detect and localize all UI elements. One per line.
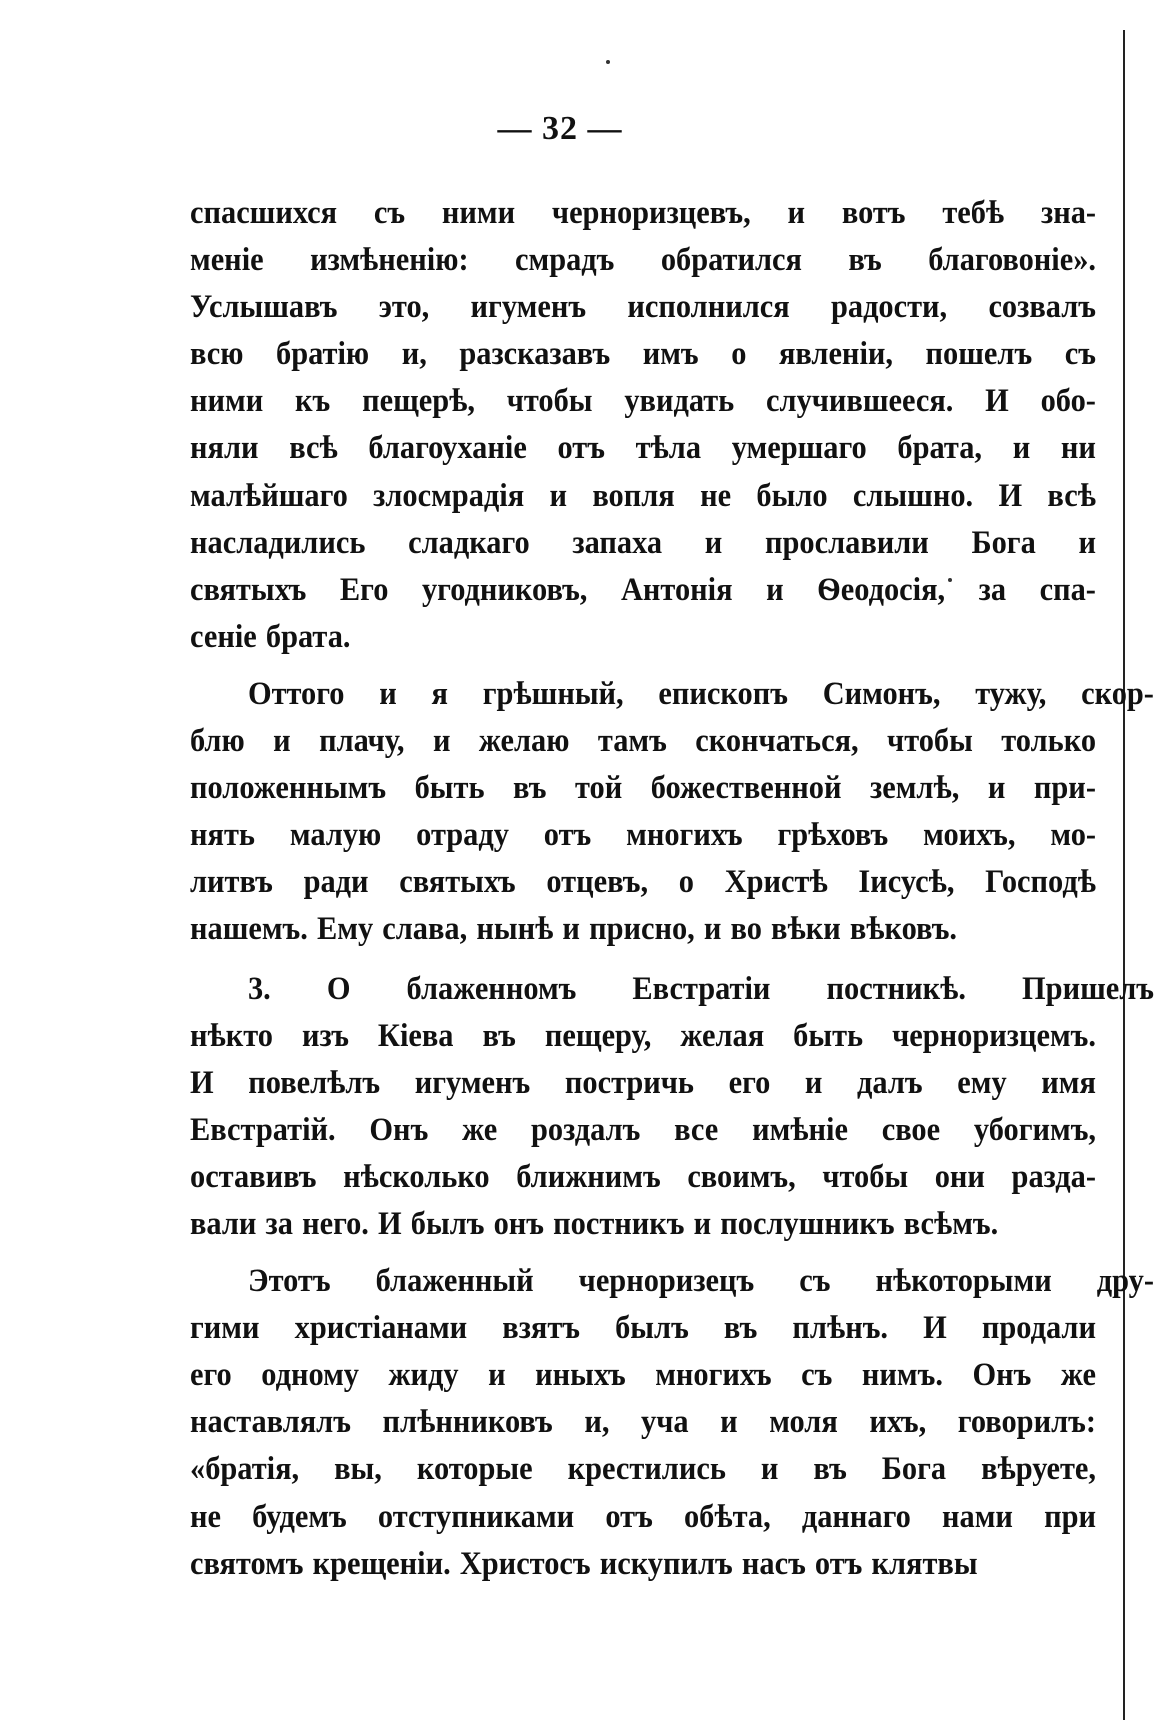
text-line: гими христіанами взятъ былъ въ плѣнъ. И продали [190, 1310, 1097, 1347]
page-number: — 32 — [497, 110, 623, 147]
text-line: меніе измѣненію: смрадъ обратился въ благовоніе». [190, 242, 1097, 279]
text-line: сеніе брата. [190, 618, 351, 655]
text-line: спасшихся съ ними черноризцевъ, и вотъ тебѣ зна- [190, 195, 1097, 231]
text-line: оставивъ нѣсколько ближнимъ своимъ, чтобы они разда- [190, 1158, 1096, 1195]
paragraph-gap [190, 954, 1096, 966]
text-line: И повелѣлъ игуменъ постричь его и далъ ему имя [190, 1064, 1096, 1101]
text-line: святомъ крещеніи. Христосъ искупилъ насъ отъ клятвы [190, 1545, 978, 1582]
text-line: «братія, вы, которые крестились и въ Бога вѣруете, [190, 1451, 1097, 1488]
text-line: наставлялъ плѣнниковъ и, уча и моля ихъ, говорилъ: [190, 1404, 1096, 1441]
page-edge-rule [1123, 30, 1125, 1720]
paragraph-gap [190, 661, 1096, 671]
text-line: малѣйшаго злосмрадія и вопля не было слышно. И всѣ [190, 477, 1096, 514]
body-text [190, 190, 1154, 1588]
text-line: 3. О блаженномъ Евстратіи постникѣ. Пришелъ [247, 970, 1154, 1007]
text-line: блю и плачу, и желаю тамъ скончаться, чтобы только [190, 723, 1097, 760]
text-line: насладились сладкаго запаха и прославили Бога и [190, 524, 1096, 561]
text-line: всю братію и, разсказавъ имъ о явленіи, пошелъ съ [190, 336, 1096, 373]
text-line: не будемъ отступниками отъ обѣта, даннаго нами при [190, 1498, 1097, 1535]
text-line: Оттого и я грѣшный, епископъ Симонъ, тужу, скор- [247, 675, 1154, 712]
text-line: вали за него. И былъ онъ постникъ и послушникъ всѣмъ. [190, 1205, 999, 1242]
text-line: литвъ ради святыхъ отцевъ, о Христѣ Іисусѣ, Господѣ [190, 864, 1096, 901]
text-line: нѣкто изъ Кіева въ пещеру, желая быть черноризцемъ. [190, 1017, 1096, 1054]
paragraph-gap [190, 1248, 1096, 1258]
speck [606, 60, 610, 64]
text-line: Этотъ блаженный черноризецъ съ нѣкоторыми дру- [247, 1263, 1154, 1300]
text-line: святыхъ Его угодниковъ, Антонія и Ѳеодосія, за спа- [190, 571, 1096, 608]
text-line: ними къ пещерѣ, чтобы увидать случившееся. И обо- [190, 383, 1096, 420]
text-line: няли всѣ благоуханіе отъ тѣла умершаго брата, и ни [190, 430, 1096, 467]
paragraph [190, 1258, 1154, 1588]
text-line: Евстратій. Онъ же роздалъ все имѣніе свое убогимъ, [190, 1111, 1097, 1148]
text-line: положеннымъ быть въ той божественной землѣ, и при- [190, 770, 1096, 807]
paragraph [190, 671, 1154, 954]
paragraph [190, 190, 1096, 661]
text-line: нашемъ. Ему слава, нынѣ и присно, и во вѣки вѣковъ. [190, 911, 958, 948]
paragraph [190, 966, 1154, 1249]
text-line: нять малую отраду отъ многихъ грѣховъ моихъ, мо- [190, 817, 1097, 854]
text-line: Услышавъ это, игуменъ исполнился радости, созвалъ [190, 289, 1096, 326]
text-line: его одному жиду и иныхъ многихъ съ нимъ. Онъ же [190, 1357, 1096, 1394]
